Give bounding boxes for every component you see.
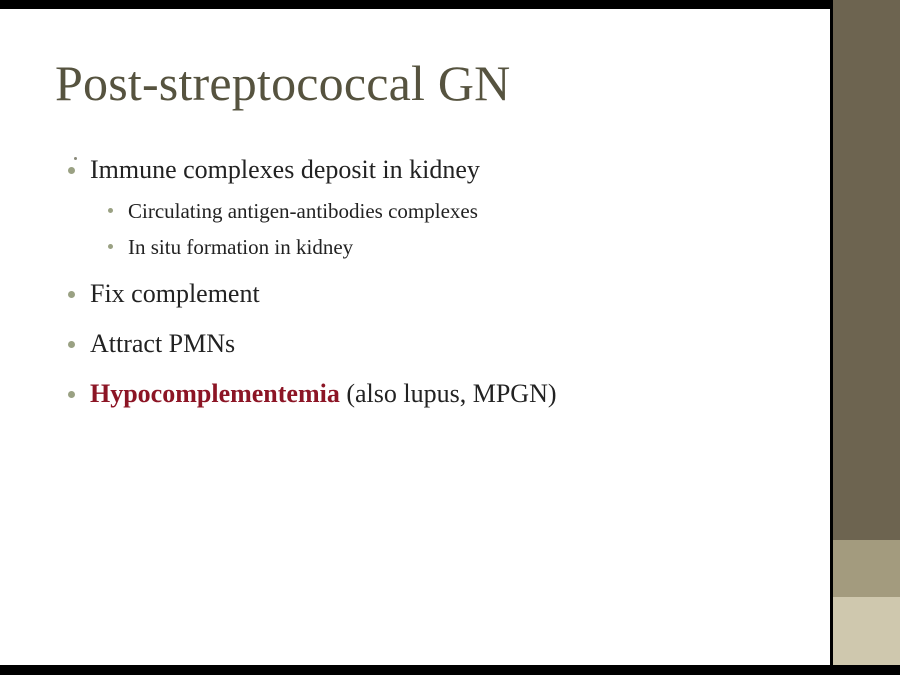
list-item-label-highlighted: Hypocomplementemia [90,379,340,408]
slide-content-area [0,9,830,665]
slide-sidebar-decoration [830,0,900,675]
bullet-dot-icon [68,391,75,398]
bullet-dot-icon [108,208,113,213]
bullet-dot-icon [108,244,113,249]
top-letterbox-band [0,0,900,9]
sidebar-band-mid [830,540,900,597]
bullet-list-level1 [58,149,788,415]
list-item [58,149,788,265]
bullet-dot-icon [68,167,75,174]
bottom-letterbox-band [0,665,900,675]
list-item [58,273,788,315]
list-item-label: In situ formation in kidney [128,235,354,259]
bullet-list-container [58,149,788,415]
list-item-label: Attract PMNs [90,329,236,358]
list-item [90,229,788,265]
sidebar-band-light [830,597,900,665]
bullet-dot-icon [68,341,75,348]
list-item-label: Immune complexes deposit in kidney [90,155,480,184]
bullet-dot-icon [68,291,75,298]
slide-title: Post-streptococcal GN [55,55,511,111]
list-item-label: Fix complement [90,279,260,308]
bullet-list-level2 [90,193,788,265]
list-item-label-trailing: (also lupus, MPGN) [339,379,557,408]
list-item [90,193,788,229]
list-item [58,373,788,415]
list-item-label: Circulating antigen-antibodies complexes [128,199,478,223]
list-item [58,323,788,365]
sidebar-edge-line [830,0,833,675]
